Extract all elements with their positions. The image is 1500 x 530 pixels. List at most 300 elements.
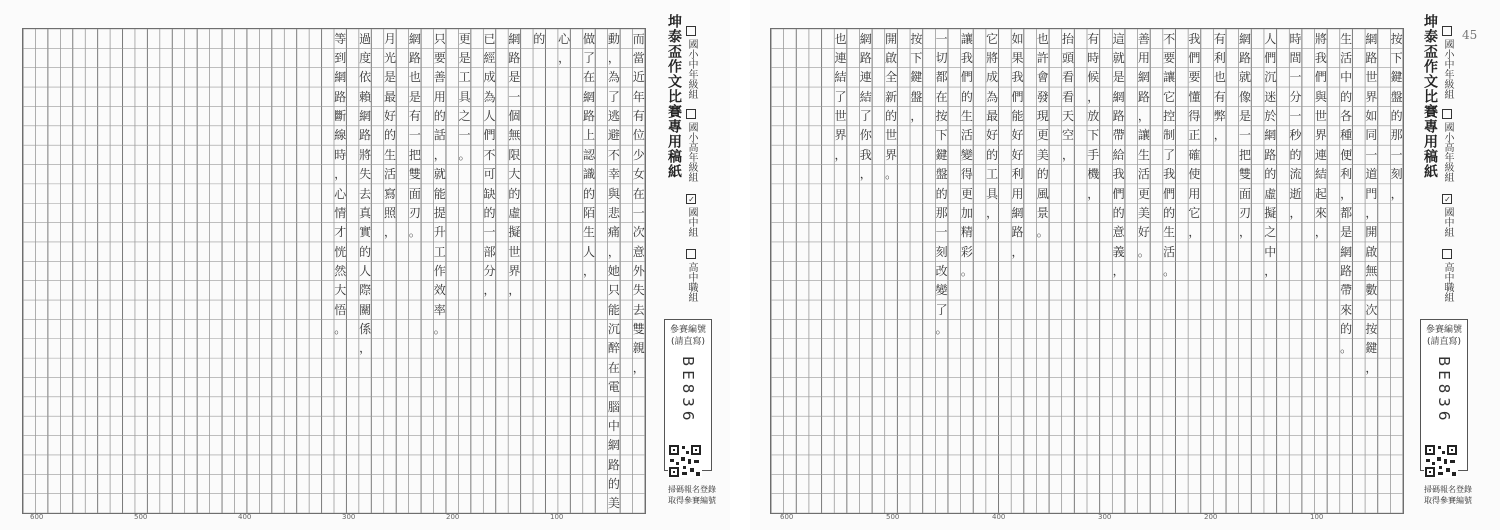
manuscript-char: 有 <box>632 109 645 124</box>
qr-code-icon[interactable] <box>1424 444 1458 478</box>
manuscript-char: 等 <box>334 31 347 46</box>
manuscript-char: 了 <box>607 89 620 104</box>
manuscript-char: 變 <box>960 147 973 162</box>
manuscript-char: 就 <box>433 167 446 182</box>
entry-number-value: BE836 <box>1435 356 1453 425</box>
manuscript-char: 好 <box>986 128 999 143</box>
manuscript-char: ， <box>1390 186 1403 201</box>
manuscript-char: 中 <box>607 418 620 433</box>
manuscript-char: 善 <box>433 70 446 85</box>
manuscript-char: 間 <box>1289 51 1302 66</box>
manuscript-char: 過 <box>359 31 372 46</box>
qr-caption: 掃碼報名登錄 取得參賽編號 <box>1424 485 1472 505</box>
manuscript-char: 升 <box>433 225 446 240</box>
manuscript-char: 們 <box>1112 186 1125 201</box>
manuscript-char: 路 <box>408 51 421 66</box>
qr-code-icon[interactable] <box>668 444 702 478</box>
manuscript-char: 位 <box>632 128 645 143</box>
manuscript-char: 認 <box>583 147 596 162</box>
manuscript-char: 切 <box>935 51 948 66</box>
manuscript-char: 路 <box>1238 51 1251 66</box>
manuscript-char: 。 <box>458 147 471 162</box>
manuscript-char: 弊 <box>1213 109 1226 124</box>
manuscript-char: 變 <box>935 283 948 298</box>
manuscript-char: 看 <box>1062 70 1075 85</box>
manuscript-char: 。 <box>1137 244 1150 259</box>
manuscript-char: ， <box>433 147 446 162</box>
manuscript-char: 生 <box>383 147 396 162</box>
division-option-2[interactable]: 國小高年級組 <box>1440 109 1455 182</box>
manuscript-char: 生 <box>1340 31 1353 46</box>
manuscript-char: 空 <box>1062 128 1075 143</box>
manuscript-char: 數 <box>1365 283 1378 298</box>
division-option-4[interactable]: 高中職組 <box>1440 249 1455 302</box>
manuscript-char: 可 <box>483 167 496 182</box>
manuscript-char: 都 <box>935 70 948 85</box>
manuscript-char: 虛 <box>508 205 521 220</box>
manuscript-char: 彩 <box>960 244 973 259</box>
manuscript-char: 要 <box>1163 51 1176 66</box>
manuscript-char: 網 <box>408 31 421 46</box>
manuscript-char: 。 <box>960 264 973 278</box>
manuscript-char: ， <box>1314 225 1327 240</box>
division-option-3[interactable]: ✓國中組 <box>686 195 697 237</box>
manuscript-char: 大 <box>508 167 521 182</box>
manuscript-char: 擬 <box>1264 205 1277 220</box>
manuscript-char: 下 <box>935 128 948 143</box>
manuscript-char: 天 <box>1062 109 1075 124</box>
manuscript-char: 於 <box>1264 109 1277 124</box>
manuscript-char: 與 <box>1314 89 1327 104</box>
manuscript-char: 光 <box>383 51 396 66</box>
manuscript-char: 是 <box>408 89 421 104</box>
manuscript-char: 讓 <box>1137 128 1150 143</box>
manuscript-char: 經 <box>483 51 496 66</box>
manuscript-char: 然 <box>334 264 347 278</box>
manuscript-char: 連 <box>1314 147 1327 162</box>
manuscript-char: 分 <box>1289 89 1302 104</box>
manuscript-char: 放 <box>1087 109 1100 124</box>
manuscript-char: 我 <box>1163 167 1176 182</box>
manuscript-char: 來 <box>1340 302 1353 317</box>
manuscript-char: 網 <box>607 438 620 453</box>
checkbox-icon[interactable] <box>686 26 696 36</box>
sheet-title: 坤泰盃作文比賽專用稿紙 <box>1422 14 1438 179</box>
manuscript-char: 醉 <box>607 341 620 356</box>
manuscript-char: ， <box>1365 360 1378 375</box>
manuscript-char: 好 <box>1137 225 1150 240</box>
manuscript-char: 沉 <box>1264 70 1277 85</box>
manuscript-char: 不 <box>1163 31 1176 46</box>
ruler-label: 600 <box>780 513 794 521</box>
manuscript-char: 把 <box>408 147 421 162</box>
manuscript-char: 開 <box>1365 225 1378 240</box>
ruler-label: 500 <box>886 513 900 521</box>
manuscript-char: 。 <box>1036 225 1049 240</box>
checkbox-icon[interactable] <box>1442 26 1452 36</box>
checked-checkbox-icon[interactable]: ✓ <box>687 195 696 204</box>
manuscript-char: 連 <box>859 70 872 85</box>
manuscript-char: 用 <box>1137 51 1150 66</box>
manuscript-char: 們 <box>960 70 973 85</box>
manuscript-char: 為 <box>607 70 620 85</box>
manuscript-char: 刃 <box>1238 205 1251 220</box>
manuscript-char: 像 <box>1238 89 1251 104</box>
manuscript-char: 生 <box>1163 225 1176 240</box>
manuscript-char: 也 <box>1213 70 1226 85</box>
manuscript-char: 路 <box>1137 89 1150 104</box>
entry-number-label: 參賽編號 <box>1425 325 1462 335</box>
manuscript-char: 各 <box>1340 109 1353 124</box>
manuscript-char: 次 <box>1365 302 1378 317</box>
manuscript-char: 這 <box>1112 31 1125 46</box>
manuscript-char: ， <box>834 147 847 162</box>
manuscript-char: 利 <box>1340 167 1353 182</box>
manuscript-char: 之 <box>1264 225 1277 240</box>
manuscript-char: 失 <box>632 283 645 298</box>
manuscript-char: 的 <box>960 89 973 104</box>
manuscript-char: 逝 <box>1289 186 1302 201</box>
manuscript-char: 秒 <box>1289 128 1302 143</box>
manuscript-char: ， <box>1087 186 1100 201</box>
manuscript-char: 候 <box>1087 70 1100 85</box>
manuscript-char: 。 <box>334 322 347 337</box>
manuscript-char: 路 <box>607 457 620 472</box>
manuscript-char: 。 <box>1163 264 1176 278</box>
ruler-label: 400 <box>238 513 252 521</box>
manuscript-char: 際 <box>359 283 372 298</box>
manuscript-char: 網 <box>1340 244 1353 259</box>
manuscript-char: 情 <box>334 205 347 220</box>
manuscript-char: 生 <box>1137 147 1150 162</box>
manuscript-char: 之 <box>458 109 471 124</box>
manuscript-char: 不 <box>483 147 496 162</box>
manuscript-char: 了 <box>935 302 948 317</box>
manuscript-char: 那 <box>1390 128 1403 143</box>
manuscript-char: 就 <box>1238 70 1251 85</box>
checkbox-icon[interactable] <box>1442 109 1452 119</box>
manuscript-char: 路 <box>1264 147 1277 162</box>
manuscript-char: 迷 <box>1264 89 1277 104</box>
manuscript-char: 要 <box>433 51 446 66</box>
manuscript-char: 意 <box>1112 225 1125 240</box>
manuscript-char: 路 <box>1365 51 1378 66</box>
manuscript-char: 悲 <box>607 205 620 220</box>
manuscript-char: 人 <box>583 244 596 259</box>
manuscript-char: 界 <box>508 264 521 278</box>
manuscript-char: 啟 <box>885 51 898 66</box>
manuscript-char: 利 <box>1011 167 1024 182</box>
manuscript-char: 逃 <box>607 109 620 124</box>
manuscript-char: 網 <box>508 31 521 46</box>
manuscript-char: 網 <box>1238 31 1251 46</box>
manuscript-char: ， <box>334 167 347 182</box>
manuscript-char: 機 <box>1087 167 1100 182</box>
manuscript-char: 活 <box>383 167 396 182</box>
manuscript-char: ， <box>1062 147 1075 162</box>
manuscript-char: 們 <box>1188 51 1201 66</box>
manuscript-char: 連 <box>834 51 847 66</box>
manuscript-char: 便 <box>1340 147 1353 162</box>
manuscript-char: 世 <box>1365 70 1378 85</box>
manuscript-char: ， <box>1365 205 1378 220</box>
manuscript-char: 路 <box>508 51 521 66</box>
manuscript-char: 好 <box>1011 147 1024 162</box>
manuscript-char: 。 <box>433 322 446 337</box>
manuscript-char: 我 <box>1112 167 1125 182</box>
manuscript-char: 世 <box>885 128 898 143</box>
manuscript-char: 而 <box>632 31 645 46</box>
manuscript-char: 的 <box>359 244 372 259</box>
manuscript-char: 義 <box>1112 244 1125 259</box>
manuscript-char: 賴 <box>359 89 372 104</box>
manuscript-char: 精 <box>960 225 973 240</box>
writing-grid-left <box>22 28 646 514</box>
manuscript-char: 。 <box>935 322 948 337</box>
manuscript-char: 流 <box>1289 167 1302 182</box>
manuscript-char: 結 <box>859 89 872 104</box>
manuscript-char: 做 <box>583 31 596 46</box>
manuscript-char: 刻 <box>935 244 948 259</box>
manuscript-char: ， <box>1011 244 1024 259</box>
manuscript-char: 我 <box>960 51 973 66</box>
manuscript-char: 避 <box>607 128 620 143</box>
sheet-sidebar-left <box>662 14 726 514</box>
checkbox-icon[interactable] <box>1442 249 1452 259</box>
manuscript-char: 一 <box>632 205 645 220</box>
manuscript-char: 只 <box>607 283 620 298</box>
manuscript-char: 的 <box>935 186 948 201</box>
manuscript-char: 會 <box>1036 70 1049 85</box>
manuscript-char: 依 <box>359 70 372 85</box>
manuscript-char: 讓 <box>960 31 973 46</box>
manuscript-char: 給 <box>1112 147 1125 162</box>
manuscript-char: 上 <box>583 128 596 143</box>
manuscript-char: 善 <box>1137 31 1150 46</box>
manuscript-char: 一 <box>408 128 421 143</box>
manuscript-char: 是 <box>1340 225 1353 240</box>
manuscript-char: 的 <box>1264 167 1277 182</box>
manuscript-char: 實 <box>359 225 372 240</box>
manuscript-char: 人 <box>359 264 372 278</box>
manuscript-char: 如 <box>1365 109 1378 124</box>
manuscript-char: 就 <box>1112 51 1125 66</box>
manuscript-char: 也 <box>408 70 421 85</box>
manuscript-char: 時 <box>334 147 347 162</box>
checked-checkbox-icon[interactable]: ✓ <box>1443 195 1452 204</box>
manuscript-char: 提 <box>433 205 446 220</box>
manuscript-char: 它 <box>1188 205 1201 220</box>
manuscript-char: 近 <box>632 70 645 85</box>
manuscript-char: 具 <box>986 186 999 201</box>
manuscript-char: ， <box>910 109 923 124</box>
division-option-3[interactable]: ✓國中組 <box>1442 195 1453 237</box>
manuscript-char: 雙 <box>1238 167 1251 182</box>
manuscript-char: 路 <box>334 89 347 104</box>
manuscript-char: 效 <box>433 283 446 298</box>
manuscript-char: ， <box>1213 128 1226 143</box>
manuscript-char: 正 <box>1188 128 1201 143</box>
manuscript-char: 真 <box>359 205 372 220</box>
manuscript-char: 路 <box>583 109 596 124</box>
manuscript-char: 雙 <box>408 167 421 182</box>
manuscript-char: 們 <box>1011 89 1024 104</box>
manuscript-char: 制 <box>1163 128 1176 143</box>
manuscript-char: 都 <box>1340 205 1353 220</box>
manuscript-char: 已 <box>483 31 496 46</box>
score-mark: 45 <box>1462 28 1478 42</box>
manuscript-char: 美 <box>1036 147 1049 162</box>
manuscript-char: 網 <box>1365 31 1378 46</box>
sheet-title: 坤泰盃作文比賽專用稿紙 <box>666 14 682 179</box>
manuscript-char: 盤 <box>910 89 923 104</box>
manuscript-char: 工 <box>433 244 446 259</box>
manuscript-char: 路 <box>359 128 372 143</box>
manuscript-char: 的 <box>383 128 396 143</box>
manuscript-char: 痛 <box>607 225 620 240</box>
manuscript-char: 的 <box>607 476 620 491</box>
manuscript-char: 的 <box>1340 89 1353 104</box>
manuscript-char: 控 <box>1163 109 1176 124</box>
ruler-label: 500 <box>134 513 148 521</box>
manuscript-char: 也 <box>1036 31 1049 46</box>
manuscript-char: 能 <box>433 186 446 201</box>
manuscript-char: 的 <box>1289 147 1302 162</box>
manuscript-char: 結 <box>834 70 847 85</box>
manuscript-char: ， <box>986 205 999 220</box>
manuscript-char: 利 <box>1213 51 1226 66</box>
manuscript-char: 的 <box>1036 167 1049 182</box>
manuscript-char: 盤 <box>935 167 948 182</box>
manuscript-char: 悟 <box>334 302 347 317</box>
manuscript-char: 當 <box>632 51 645 66</box>
division-option-2[interactable]: 國小高年級組 <box>684 109 699 182</box>
manuscript-char: 用 <box>433 89 446 104</box>
manuscript-char: 的 <box>433 109 446 124</box>
manuscript-char: 按 <box>1390 31 1403 46</box>
manuscript-char: 界 <box>1314 128 1327 143</box>
manuscript-char: 只 <box>433 31 446 46</box>
manuscript-char: 現 <box>1036 109 1049 124</box>
checkbox-icon[interactable] <box>686 249 696 259</box>
manuscript-char: 一 <box>1390 147 1403 162</box>
manuscript-char: 親 <box>632 341 645 356</box>
manuscript-char: 少 <box>632 147 645 162</box>
manuscript-char: 全 <box>885 70 898 85</box>
manuscript-char: 帶 <box>1340 283 1353 298</box>
manuscript-char: 無 <box>1365 264 1378 278</box>
manuscript-char: 時 <box>1289 31 1302 46</box>
manuscript-char: 手 <box>1087 147 1100 162</box>
manuscript-char: 懂 <box>1188 89 1201 104</box>
manuscript-char: 按 <box>910 31 923 46</box>
manuscript-char: 帶 <box>1112 128 1125 143</box>
manuscript-char: 一 <box>458 128 471 143</box>
manuscript-char: 話 <box>433 128 446 143</box>
ruler-label: 200 <box>1204 513 1218 521</box>
manuscript-char: 網 <box>583 89 596 104</box>
manuscript-char: 時 <box>1087 51 1100 66</box>
manuscript-char: 的 <box>1390 109 1403 124</box>
manuscript-char: 你 <box>859 128 872 143</box>
manuscript-char: ， <box>508 283 521 298</box>
manuscript-char: ， <box>359 341 372 356</box>
manuscript-char: 有 <box>1213 31 1226 46</box>
manuscript-char: 人 <box>1264 31 1277 46</box>
page-gutter <box>730 0 750 530</box>
manuscript-char: 路 <box>1112 109 1125 124</box>
manuscript-char: 的 <box>986 147 999 162</box>
manuscript-char: 去 <box>632 302 645 317</box>
manuscript-char: 界 <box>834 128 847 143</box>
manuscript-char: 了 <box>834 89 847 104</box>
manuscript-char: 與 <box>607 186 620 201</box>
manuscript-char: 種 <box>1340 128 1353 143</box>
manuscript-char: 開 <box>885 31 898 46</box>
manuscript-char: 活 <box>1137 167 1150 182</box>
manuscript-char: 許 <box>1036 51 1049 66</box>
manuscript-char: 有 <box>1213 89 1226 104</box>
manuscript-char: 我 <box>1011 70 1024 85</box>
manuscript-char: 我 <box>859 147 872 162</box>
manuscript-char: 美 <box>1137 205 1150 220</box>
division-option-1[interactable]: 國小中年級組 <box>1440 26 1455 99</box>
manuscript-char: 抬 <box>1062 31 1075 46</box>
manuscript-char: 盤 <box>1390 89 1403 104</box>
manuscript-char: 虛 <box>1264 186 1277 201</box>
manuscript-char: 用 <box>1188 186 1201 201</box>
manuscript-char: 美 <box>607 496 620 511</box>
division-option-1[interactable]: 國小中年級組 <box>684 26 699 99</box>
manuscript-char: 到 <box>334 51 347 66</box>
manuscript-char: 活 <box>1163 244 1176 259</box>
manuscript-char: 動 <box>607 31 620 46</box>
manuscript-char: 限 <box>508 147 521 162</box>
manuscript-char: 結 <box>1314 167 1327 182</box>
division-option-4[interactable]: 高中職組 <box>684 249 699 302</box>
manuscript-char: 一 <box>1289 70 1302 85</box>
manuscript-char: 了 <box>1163 147 1176 162</box>
manuscript-char: 使 <box>1188 167 1201 182</box>
manuscript-char: 路 <box>859 51 872 66</box>
manuscript-char: ， <box>1340 186 1353 201</box>
manuscript-char: 。 <box>408 225 421 240</box>
manuscript-char: 新 <box>885 89 898 104</box>
checkbox-icon[interactable] <box>686 109 696 119</box>
manuscript-char: 那 <box>935 205 948 220</box>
manuscript-char: 心 <box>334 186 347 201</box>
manuscript-char: ， <box>583 264 596 278</box>
manuscript-char: 頭 <box>1062 51 1075 66</box>
manuscript-char: 了 <box>859 109 872 124</box>
manuscript-char: 陌 <box>583 205 596 220</box>
manuscript-char: ， <box>859 167 872 182</box>
manuscript-char: 斷 <box>334 109 347 124</box>
manuscript-char: 在 <box>607 360 620 375</box>
manuscript-char: 好 <box>1011 128 1024 143</box>
manuscript-char: 刃 <box>408 205 421 220</box>
manuscript-char: 才 <box>334 225 347 240</box>
manuscript-char: 下 <box>910 51 923 66</box>
manuscript-char: 在 <box>583 70 596 85</box>
manuscript-char: 的 <box>508 186 521 201</box>
manuscript-char: 為 <box>483 89 496 104</box>
manuscript-char: 的 <box>533 31 546 46</box>
manuscript-char: 。 <box>1340 341 1353 356</box>
manuscript-char: ， <box>483 283 496 298</box>
manuscript-char: 將 <box>1314 31 1327 46</box>
manuscript-char: ， <box>1188 225 1201 240</box>
